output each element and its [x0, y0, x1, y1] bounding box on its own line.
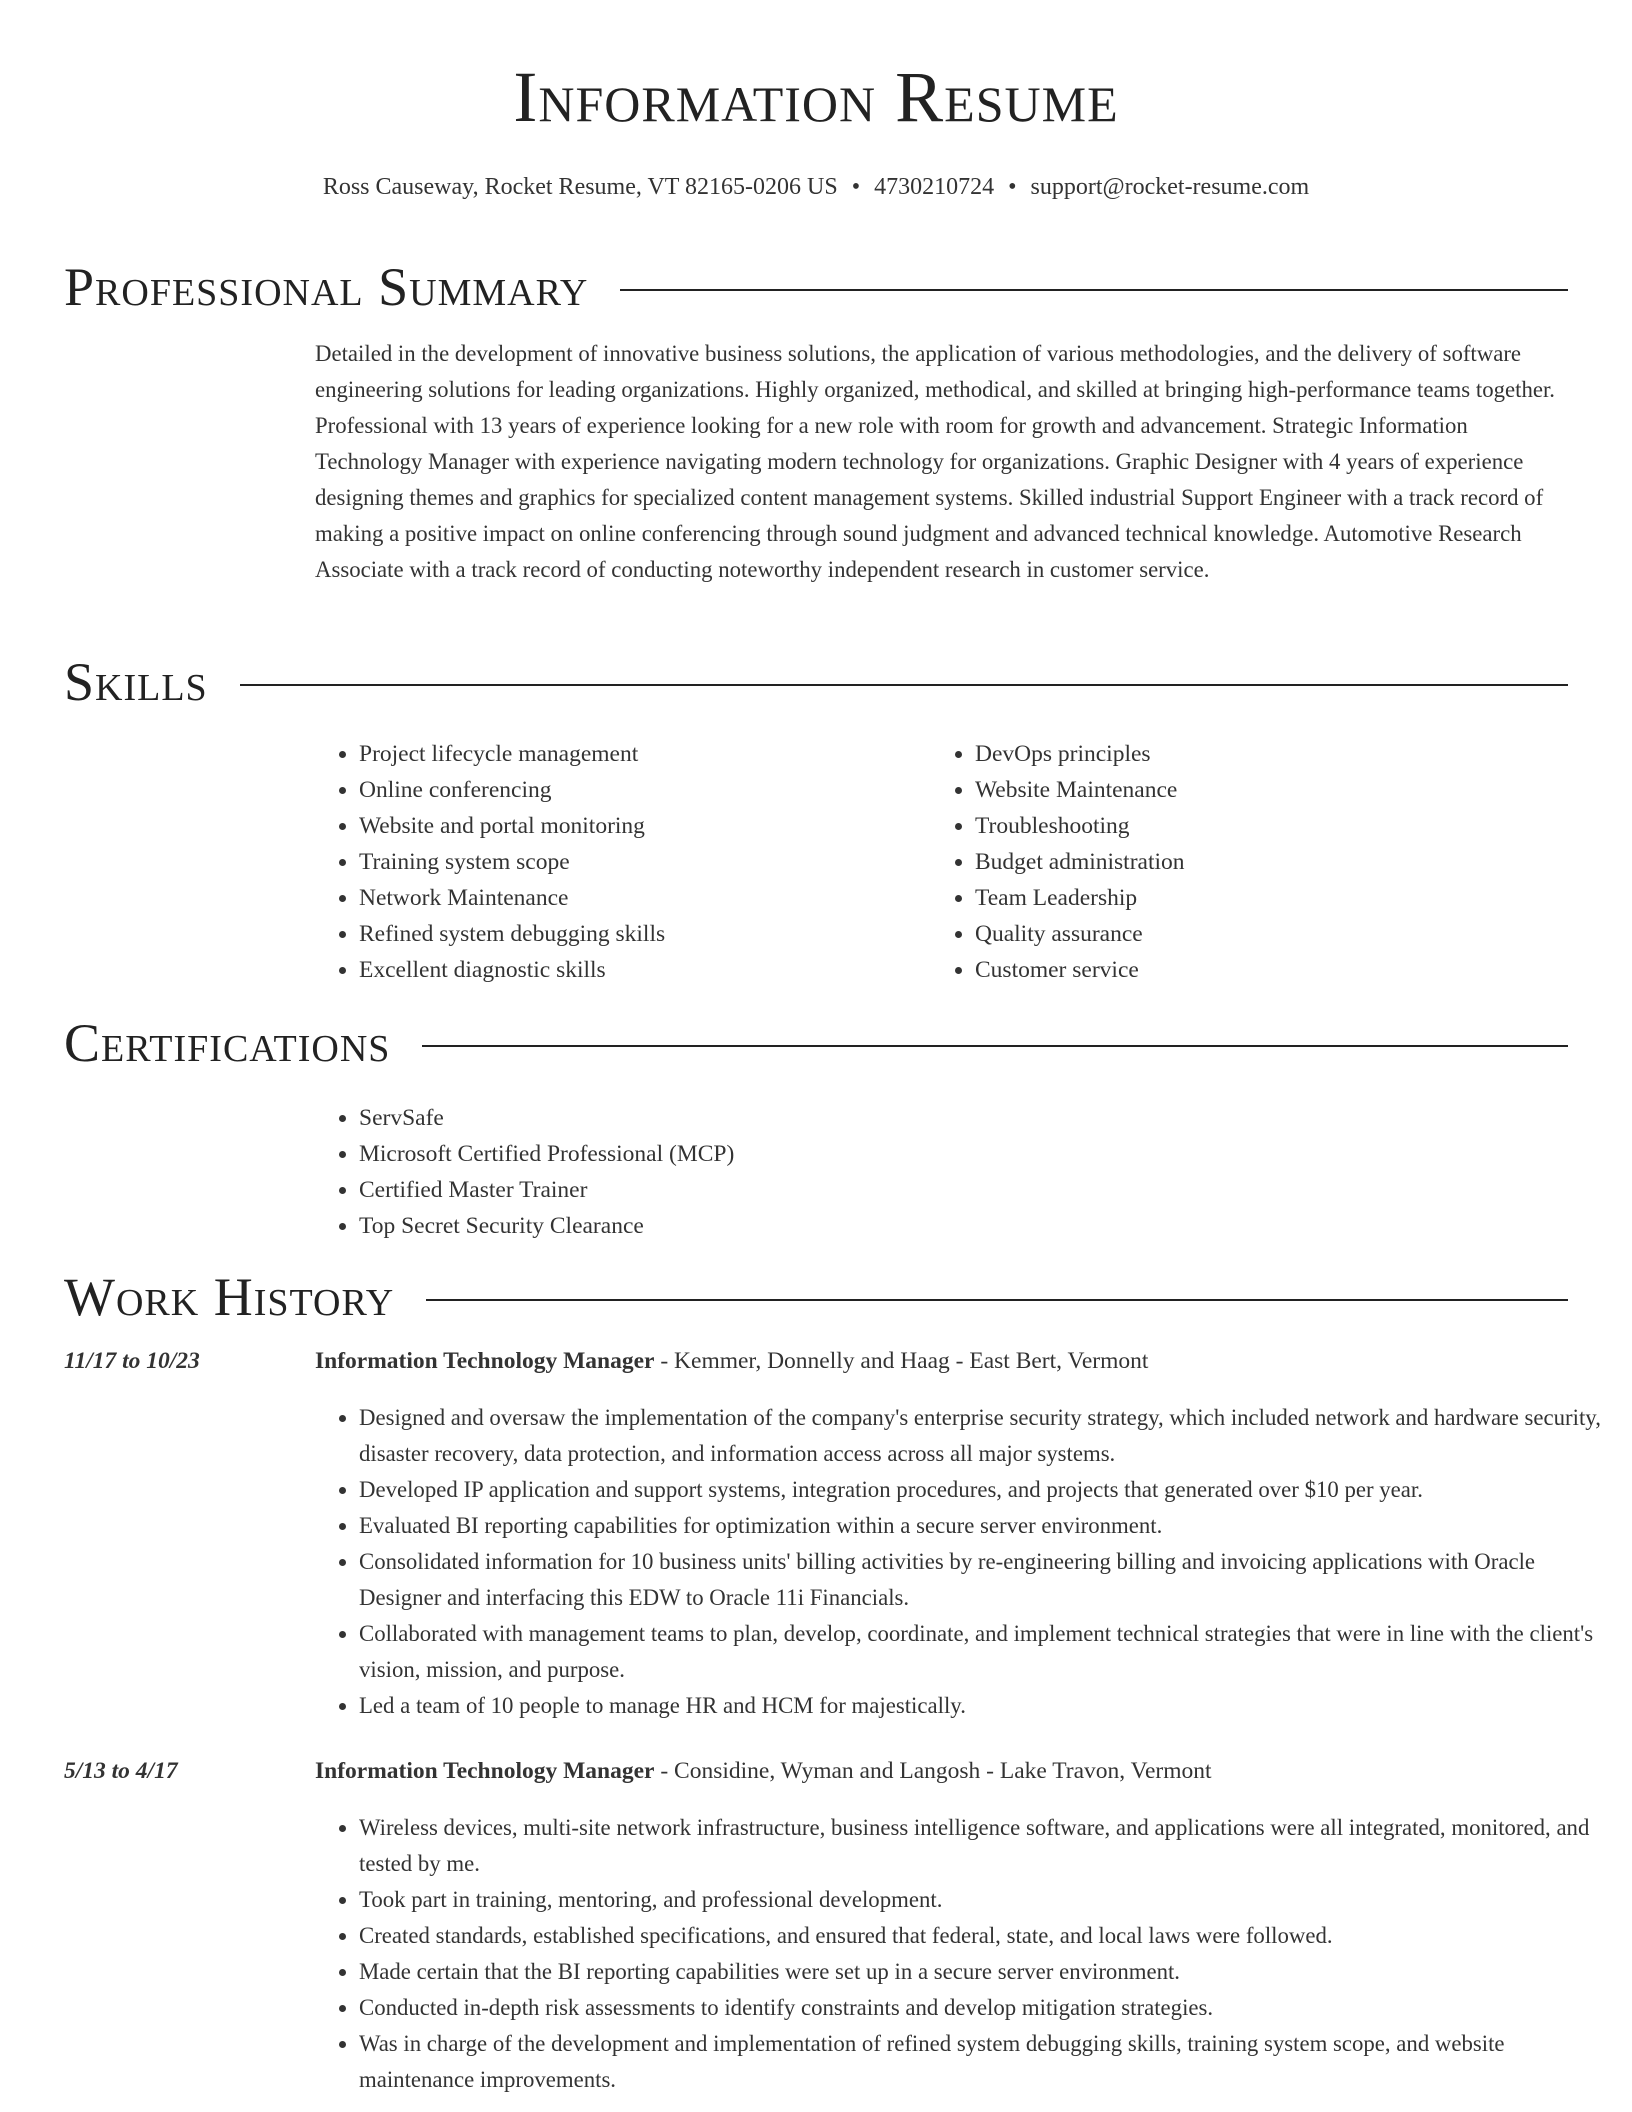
- job-bullets: [315, 1400, 1612, 1724]
- skills-section-header: [64, 652, 1568, 712]
- job-employer-location: - Considine, Wyman and Langosh - Lake Travon, Vermont: [654, 1758, 1212, 1784]
- job-bullet: • Developed IP application and support systems, integration procedures, and projects that generated over $10 per year.: [359, 1472, 1612, 1508]
- job-role: Information Technology Manager: [315, 1758, 655, 1784]
- skills-column-right: [931, 736, 1531, 988]
- certification-item: • Microsoft Certified Professional (MCP): [359, 1136, 1215, 1172]
- contact-address: Ross Causeway, Rocket Resume, VT 82165-0206 US: [322, 174, 838, 200]
- skills-list-right: [931, 736, 1531, 988]
- skill-item: • Network Maintenance: [359, 880, 915, 916]
- job-bullet: • Led a team of 10 people to manage HR and HCM for majestically.: [359, 1688, 1612, 1724]
- job-dates: 11/17 to 10/23: [64, 1348, 200, 1374]
- certifications-heading: Certifications: [64, 1013, 391, 1073]
- skill-item: • Customer service: [975, 952, 1531, 988]
- contact-phone: 4730210724: [874, 174, 995, 200]
- skills-heading: Skills: [64, 652, 208, 712]
- job-bullet: • Wireless devices, multi-site network infrastructure, business intelligence software, and applications were all integrated, monitored, and tested by me.: [359, 1810, 1612, 1882]
- section-divider: [620, 289, 1568, 291]
- skill-item: • Training system scope: [359, 844, 915, 880]
- job-bullet: • Created standards, established specifications, and ensured that federal, state, and local laws were followed.: [359, 1918, 1612, 1954]
- job-bullets: [315, 1810, 1612, 2098]
- summary-heading: Professional Summary: [64, 257, 589, 317]
- skill-item: • Budget administration: [975, 844, 1531, 880]
- job-bullet: • Evaluated BI reporting capabilities for optimization within a secure server environment.: [359, 1508, 1612, 1544]
- skills-column-left: [315, 736, 915, 988]
- work-history-heading: Work History: [64, 1267, 395, 1327]
- certification-item: • ServSafe: [359, 1100, 1215, 1136]
- skill-item: • Refined system debugging skills: [359, 916, 915, 952]
- job-bullet: • Was in charge of the development and implementation of refined system debugging skills, training system scope, and website maintenance improvements.: [359, 2026, 1612, 2098]
- contact-email: support@rocket-resume.com: [1030, 174, 1310, 200]
- skill-item: • Troubleshooting: [975, 808, 1531, 844]
- job-bullet: • Collaborated with management teams to plan, develop, coordinate, and implement technical strategies that were in line with the client's vision, mission, and purpose.: [359, 1616, 1612, 1688]
- skills-list-left: [315, 736, 915, 988]
- certifications-list: [315, 1100, 1215, 1244]
- job-dates: 5/13 to 4/17: [64, 1758, 178, 1784]
- summary-section-header: [64, 257, 1568, 317]
- contact-line: [64, 174, 1568, 201]
- skill-item: • Online conferencing: [359, 772, 915, 808]
- section-divider: [240, 684, 1568, 686]
- job-header: [315, 1348, 1148, 1375]
- section-divider: [426, 1299, 1568, 1301]
- job-bullet: • Consolidated information for 10 business units' billing activities by re-engineering billing and invoicing applications with Oracle Designer and interfacing this EDW to Oracle 11i Financials.: [359, 1544, 1612, 1616]
- certifications-section-header: [64, 1013, 1568, 1073]
- work-history-section-header: [64, 1267, 1568, 1327]
- job-bullet: • Designed and oversaw the implementation of the company's enterprise security strategy, which included network and hardware security, disaster recovery, data protection, and information access across all major systems.: [359, 1400, 1612, 1472]
- certification-item: • Top Secret Security Clearance: [359, 1208, 1215, 1244]
- job-employer-location: - Kemmer, Donnelly and Haag - East Bert, Vermont: [654, 1348, 1149, 1374]
- skill-item: • Website and portal monitoring: [359, 808, 915, 844]
- section-divider: [422, 1045, 1568, 1047]
- job-bullet: • Made certain that the BI reporting capabilities were set up in a secure server environment.: [359, 1954, 1612, 1990]
- job-header: [315, 1758, 1212, 1785]
- summary-text: Detailed in the development of innovative business solutions, the application of various methodologies, and the delivery of software engineering solutions for leading organizations. Highly organized, methodical, and skilled at bringing high-performance teams together. Professional with 13 years of experience looking for a new role with room for growth and advancement. Strategic Information Technology Manager with experience navigating modern technology for organizations. Graphic Designer with 4 years of experience designing themes and graphics for specialized content management systems. Skilled industrial Support Engineer with a track record of making a positive impact on online conferencing through sound judgment and advanced technical knowledge. Automotive Research Associate with a track record of conducting noteworthy independent research in customer service.: [315, 341, 1555, 582]
- skill-item: • DevOps principles: [975, 736, 1531, 772]
- skill-item: • Excellent diagnostic skills: [359, 952, 915, 988]
- skill-item: • Website Maintenance: [975, 772, 1531, 808]
- skill-item: • Team Leadership: [975, 880, 1531, 916]
- certification-item: • Certified Master Trainer: [359, 1172, 1215, 1208]
- skill-item: • Quality assurance: [975, 916, 1531, 952]
- skill-item: • Project lifecycle management: [359, 736, 915, 772]
- job-bullet: • Conducted in-depth risk assessments to identify constraints and develop mitigation strategies.: [359, 1990, 1612, 2026]
- contact-separator: •: [851, 174, 861, 200]
- certifications-block: [315, 1100, 1215, 1244]
- contact-separator: •: [1008, 174, 1017, 200]
- resume-title: Information Resume: [513, 57, 1119, 137]
- job-bullet: • Took part in training, mentoring, and professional development.: [359, 1882, 1612, 1918]
- job-role: Information Technology Manager: [315, 1348, 655, 1374]
